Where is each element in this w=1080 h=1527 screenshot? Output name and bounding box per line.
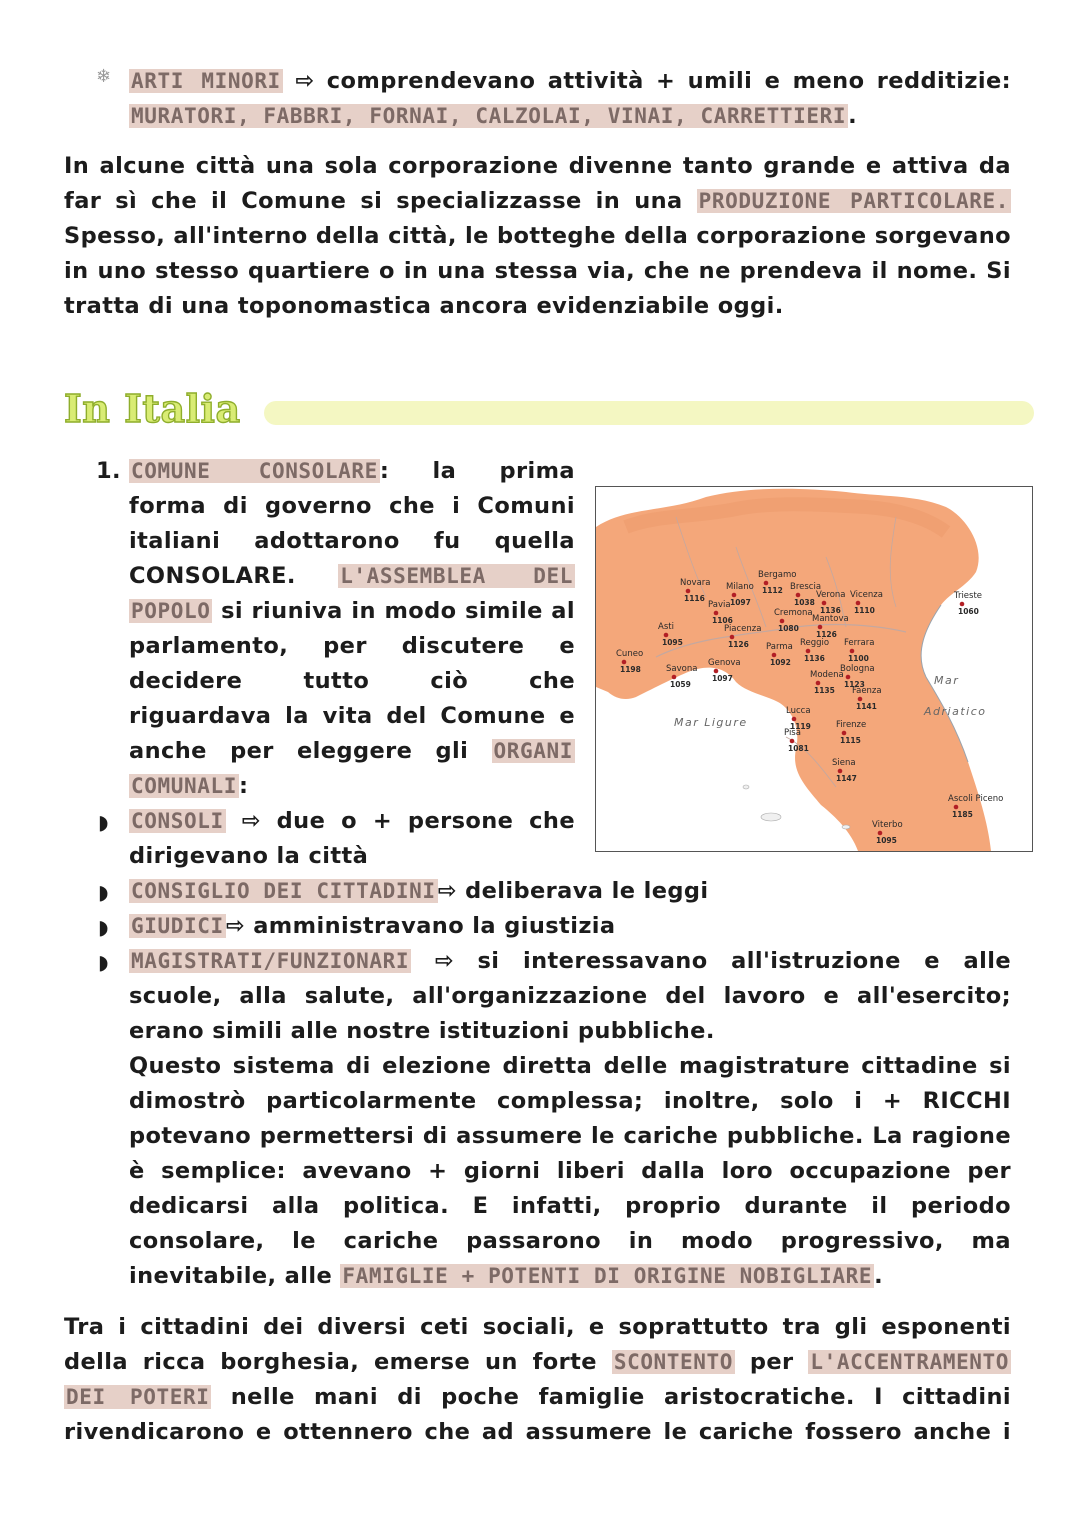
bullet-icon: ◗: [98, 880, 109, 904]
city-name: Asti: [658, 622, 674, 632]
consoli-item: CONSOLI ⇨ due o + persone che dirigevano la città: [129, 808, 575, 869]
sea-label-ligure: Mar Ligure: [674, 716, 748, 729]
city-year: 1147: [836, 774, 857, 783]
city-dot-icon: [838, 769, 843, 774]
city-year: 1136: [820, 606, 841, 615]
city-name: Genova: [708, 658, 741, 668]
city-year: 1092: [770, 658, 791, 667]
city-name: Faenza: [852, 686, 882, 696]
city-dot-icon: [842, 731, 847, 736]
city-name: Pisa: [784, 728, 801, 738]
city-dot-icon: [730, 635, 735, 640]
consoli-label: CONSOLI: [131, 809, 224, 833]
city-year: 1115: [840, 736, 861, 745]
city-name: Milano: [726, 582, 754, 592]
city-year: 1097: [730, 598, 751, 607]
city-year: 1112: [762, 586, 783, 595]
city-year: 1081: [788, 744, 809, 753]
city-dot-icon: [792, 717, 797, 722]
title-underline-bar: [264, 401, 1034, 425]
city-dot-icon: [816, 681, 821, 686]
city-name: Vicenza: [850, 590, 883, 600]
bullet-icon: ◗: [98, 915, 109, 939]
city-name: Parma: [766, 642, 793, 652]
famiglie-potenti-highlight: FAMIGLIE + POTENTI DI ORIGINE NOBIGLIARE: [342, 1264, 873, 1288]
city-dot-icon: [818, 625, 823, 630]
city-name: Mantova: [812, 614, 849, 624]
city-dot-icon: [790, 739, 795, 744]
city-year: 1126: [728, 640, 749, 649]
arti-minori-list: MURATORI, FABBRI, FORNAI, CALZOLAI, VINAI, CARRETTIERI: [131, 104, 847, 128]
city-name: Modena: [810, 670, 844, 680]
section-title: In Italia: [64, 386, 241, 431]
city-dot-icon: [878, 831, 883, 836]
city-year: 1141: [856, 702, 877, 711]
consiglio-label: CONSIGLIO DEI CITTADINI: [131, 879, 436, 903]
magistrati-label: MAGISTRATI/FUNZIONARI: [131, 949, 410, 973]
city-dot-icon: [846, 675, 851, 680]
comune-consolare-label: COMUNE CONSOLARE: [131, 459, 378, 483]
city-name: Cremona: [774, 608, 813, 618]
city-dot-icon: [954, 805, 959, 810]
city-name: Verona: [816, 590, 846, 600]
closing-paragraph: Tra i cittadini dei diversi ceti sociali, e soprattutto tra gli esponenti della ricca borghesia, emerse un forte SCONTENTO per L'ACCENTRAMENTO DEI POTERI nelle mani di poche famiglie aristocratiche. I cittadini rivendicarono e ottennero che ad assumere le cariche fossero anche i: [64, 1314, 1012, 1445]
giudici-item: GIUDICI⇨ amministravano la giustizia: [131, 913, 616, 939]
city-year: 1080: [778, 624, 799, 633]
bullet-icon: ◗: [98, 810, 109, 834]
city-dot-icon: [714, 611, 719, 616]
sea-label-mar: Mar: [934, 674, 960, 687]
city-name: Brescia: [790, 582, 822, 592]
city-name: Novara: [680, 578, 711, 588]
city-name: Siena: [832, 758, 856, 768]
city-year: 1038: [794, 598, 815, 607]
city-year: 1135: [814, 686, 835, 695]
city-dot-icon: [780, 619, 785, 624]
city-name: Bologna: [840, 664, 875, 674]
city-year: 1123: [844, 680, 865, 689]
city-year: 1110: [854, 606, 875, 615]
city-dot-icon: [806, 649, 811, 654]
city-dot-icon: [732, 593, 737, 598]
intro-paragraph: In alcune città una sola corporazione divenne tanto grande e attiva da far sì che il Comune si specializzasse in una PRODUZIONE PARTICOLARE. Spesso, all'interno della città, le botteghe della corporazione sorgevano in uno stesso quartiere o in una stessa via, che ne prendeva il nome. Si tratta di una toponomastica ancora evidenziabile oggi.: [64, 153, 1011, 319]
city-name: Ascoli Piceno: [948, 794, 1004, 804]
sea-label-adriatico: Adriatico: [924, 705, 987, 718]
city-dot-icon: [772, 653, 777, 658]
city-name: Ferrara: [844, 638, 875, 648]
city-name: Reggio: [800, 638, 830, 648]
city-dot-icon: [622, 660, 627, 665]
city-name: Bergamo: [758, 570, 797, 580]
city-dot-icon: [764, 581, 769, 586]
city-year: 1106: [712, 616, 733, 625]
city-year: 1185: [952, 810, 973, 819]
city-dot-icon: [822, 601, 827, 606]
city-year: 1060: [958, 607, 979, 616]
arti-minori-block: ARTI MINORI ⇨ comprendevano attività + umili e meno redditizie: MURATORI, FABBRI, FORNAI, CALZOLAI, VINAI, CARRETTIERI.: [131, 68, 1012, 129]
city-dot-icon: [796, 593, 801, 598]
city-year: 1095: [876, 836, 897, 845]
city-dot-icon: [856, 601, 861, 606]
city-year: 1119: [790, 722, 811, 731]
giudici-label: GIUDICI: [131, 914, 224, 938]
item-number: 1.: [96, 458, 122, 484]
city-dot-icon: [850, 649, 855, 654]
city-name: Firenze: [836, 720, 867, 730]
city-name: Savona: [666, 664, 698, 674]
consiglio-item: CONSIGLIO DEI CITTADINI⇨ deliberava le leggi: [131, 878, 709, 904]
magistrati-item: MAGISTRATI/FUNZIONARI ⇨ si interessavano all'istruzione e alle scuole, alla salute, all'organizzazione del lavoro e all'esercito; erano simili alle nostre istituzioni pubbliche. Questo sistema di elezione diretta delle magistrature cittadine si dimostrò particolarmente complessa; inoltre, solo i + RICCHI potevano permettersi di assumere le cariche pubbliche. La ragione è semplice: avevano + giorni liberi dalla loro occupazione per dedicarsi alla politica. E infatti, proprio durante il periodo consolare, le cariche passarono in modo progressivo, ma inevitabile, alle FAMIGLIE + POTENTI DI ORIGINE NOBIGLIARE.: [129, 948, 1012, 1289]
city-dot-icon: [714, 669, 719, 674]
city-year: 1095: [662, 638, 683, 647]
city-name: Lucca: [786, 706, 811, 716]
city-dot-icon: [672, 675, 677, 680]
city-name: Pavia: [708, 600, 731, 610]
city-dot-icon: [686, 589, 691, 594]
city-name: Trieste: [954, 591, 983, 601]
city-name: Viterbo: [872, 820, 903, 830]
city-dot-icon: [664, 633, 669, 638]
city-year: 1100: [848, 654, 869, 663]
italy-communes-map: [595, 486, 1033, 852]
city-year: 1198: [620, 665, 641, 674]
city-year: 1097: [712, 674, 733, 683]
city-year: 1059: [670, 680, 691, 689]
city-year: 1116: [684, 594, 705, 603]
map-svg: [596, 487, 1032, 851]
city-name: Cuneo: [616, 649, 644, 659]
city-dot-icon: [858, 697, 863, 702]
snowflake-bullet-icon: ❄: [96, 66, 112, 87]
bullet-icon: ◗: [98, 950, 109, 974]
city-dot-icon: [960, 602, 965, 607]
city-name: Piacenza: [724, 624, 762, 634]
comune-consolare-block: COMUNE CONSOLARE: la prima forma di governo che i Comuni italiani adottarono fu quella CONSOLARE. L'ASSEMBLEA DEL POPOLO si riuniva in modo simile al parlamento, per discutere e decidere tutto ciò che riguardava la vita del Comune e anche per eleggere gli ORGANI COMUNALI:: [129, 458, 575, 799]
city-year: 1126: [816, 630, 837, 639]
arti-minori-label: ARTI MINORI: [131, 69, 281, 93]
city-year: 1136: [804, 654, 825, 663]
